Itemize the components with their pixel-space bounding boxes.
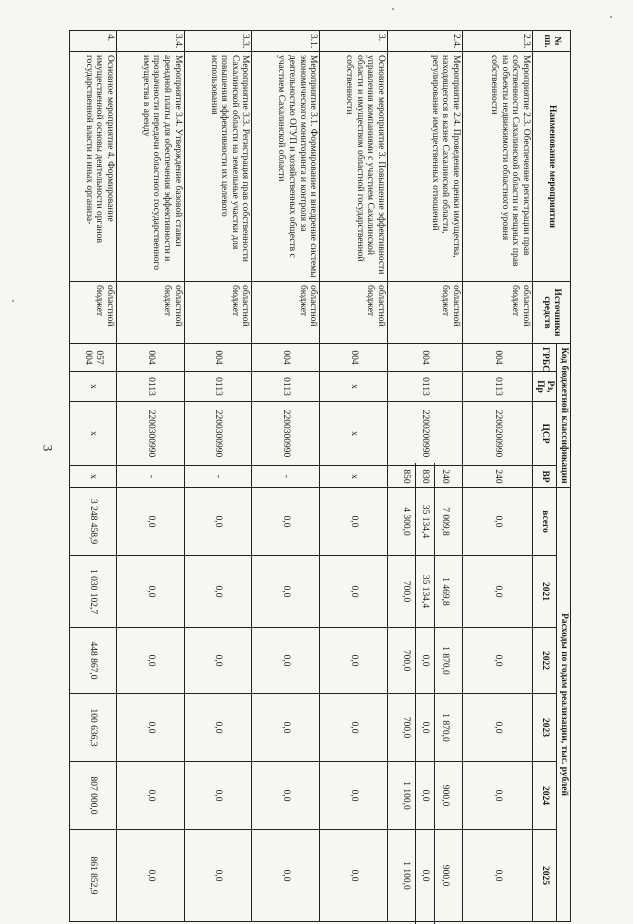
value-2025: 861 852,9 bbox=[70, 830, 117, 922]
value-2023: 0,0 bbox=[184, 694, 252, 762]
total-value: 0,0 bbox=[462, 488, 532, 556]
page-number: 3 bbox=[40, 444, 56, 452]
vr-code: - bbox=[252, 466, 320, 488]
value-2025: 900,0 bbox=[439, 864, 450, 887]
value-2025: 0,0 bbox=[184, 830, 252, 922]
value-2022-stack bbox=[388, 628, 463, 694]
total-value: 0,0 bbox=[184, 488, 252, 556]
value-2024-stack bbox=[388, 762, 463, 830]
rzpr-code: х bbox=[320, 372, 388, 402]
rzpr-code: 0113 bbox=[116, 372, 184, 402]
value-2022: 0,0 bbox=[320, 628, 388, 694]
value-2024: 0,0 bbox=[416, 759, 436, 832]
vr-code: х bbox=[70, 466, 117, 488]
rzpr-code: 0113 bbox=[252, 372, 320, 402]
value-2023: 1 870,0 bbox=[439, 713, 450, 742]
scan-speck bbox=[12, 300, 14, 302]
rzpr-code: 0113 bbox=[388, 372, 463, 402]
total-stack bbox=[388, 488, 463, 556]
funding-source: областной бюджет bbox=[388, 282, 463, 344]
value-2023: 100 636,3 bbox=[70, 694, 117, 762]
col-expenses-header: Расходы по годам реализации, тыс. рублей bbox=[557, 488, 571, 922]
total-value: 0,0 bbox=[320, 488, 388, 556]
col-grbs-header: ГРБС bbox=[533, 344, 557, 372]
table-row bbox=[116, 31, 184, 922]
value-2021: 0,0 bbox=[462, 556, 532, 628]
value-2025: 1 100,0 bbox=[396, 827, 416, 924]
funding-source: областной бюджет bbox=[70, 282, 117, 344]
value-2021: 0,0 bbox=[116, 556, 184, 628]
col-2024-header: 2024 bbox=[533, 762, 557, 830]
value-2022: 700,0 bbox=[396, 625, 416, 696]
total-value: 7 009,8 bbox=[439, 507, 450, 536]
col-no-header: № пп. bbox=[533, 31, 571, 52]
grbs-code: 057 004 bbox=[70, 344, 117, 372]
total-value: 35 134,4 bbox=[416, 485, 436, 558]
col-2023-header: 2023 bbox=[533, 694, 557, 762]
vr-code: - bbox=[184, 466, 252, 488]
value-2024: 900,0 bbox=[439, 784, 450, 807]
value-2022: 0,0 bbox=[416, 625, 436, 696]
header-row-1 bbox=[557, 31, 571, 922]
vr-code: 850 bbox=[396, 463, 416, 490]
row-number: 3.3. bbox=[184, 31, 252, 52]
col-2025-header: 2025 bbox=[533, 830, 557, 922]
csr-code: 2200200990 bbox=[462, 402, 532, 466]
grbs-code: 004 bbox=[116, 344, 184, 372]
vr-code: 830 bbox=[416, 463, 436, 490]
funding-source: областной бюджет bbox=[462, 282, 532, 344]
rzpr-code: 0113 bbox=[184, 372, 252, 402]
value-2022: 0,0 bbox=[184, 628, 252, 694]
grbs-code: 004 bbox=[388, 344, 463, 372]
value-2025: 0,0 bbox=[252, 830, 320, 922]
value-2025-stack bbox=[388, 830, 463, 922]
total-value: 3 248 458,9 bbox=[70, 488, 117, 556]
value-2021: 0,0 bbox=[320, 556, 388, 628]
col-2021-header: 2021 bbox=[533, 556, 557, 628]
col-total-header: всего bbox=[533, 488, 557, 556]
total-value: 4 300,0 bbox=[396, 485, 416, 558]
col-budget-code-header: Код бюджетной классификации bbox=[557, 344, 571, 488]
vr-code: х bbox=[320, 466, 388, 488]
col-source-header: Источники средств bbox=[533, 282, 571, 344]
measure-name: Мероприятие 3.1. Формирование и внедрение системы экономического мониторинга и контроля за деятельностью ОГУП и хозяйственных обществ с участием Сахалинской области bbox=[252, 52, 320, 282]
csr-code: х bbox=[70, 402, 117, 466]
table-row bbox=[184, 31, 252, 922]
funding-source: областной бюджет bbox=[320, 282, 388, 344]
value-2021: 0,0 bbox=[252, 556, 320, 628]
measure-name: Основное мероприятие 4. Формирование имущественной основы деятельности органов государственной власти и иных организа- bbox=[70, 52, 117, 282]
value-2024: 807 000,0 bbox=[70, 762, 117, 830]
value-2021: 35 134,4 bbox=[416, 553, 436, 630]
row-number: 3.1. bbox=[252, 31, 320, 52]
value-2024: 1 100,0 bbox=[396, 759, 416, 832]
funding-source: областной бюджет bbox=[252, 282, 320, 344]
value-2022: 0,0 bbox=[252, 628, 320, 694]
row-number: 2.3. bbox=[462, 31, 532, 52]
table-row bbox=[388, 31, 463, 922]
value-2023: 0,0 bbox=[462, 694, 532, 762]
vr-code: - bbox=[116, 466, 184, 488]
value-2021-stack bbox=[388, 556, 463, 628]
value-2025: 0,0 bbox=[416, 827, 436, 924]
col-rzpr-header: Рз, Пр bbox=[533, 372, 557, 402]
csr-code: 2200300990 bbox=[184, 402, 252, 466]
value-2024: 0,0 bbox=[462, 762, 532, 830]
value-2022: 448 867,0 bbox=[70, 628, 117, 694]
table-row bbox=[70, 31, 117, 922]
value-2023: 0,0 bbox=[320, 694, 388, 762]
measure-name: Мероприятие 3.4. Утверждение базовой ставки арендной платы для обеспечения эффективности и прозрачности передачи областного государственного имущества в аренду bbox=[116, 52, 184, 282]
row-number: 4. bbox=[70, 31, 117, 52]
row-number: 2.4. bbox=[388, 31, 463, 52]
scan-speck bbox=[392, 8, 394, 10]
value-2024: 0,0 bbox=[252, 762, 320, 830]
value-2025: 0,0 bbox=[116, 830, 184, 922]
scan-speck bbox=[610, 16, 612, 18]
value-2023: 0,0 bbox=[116, 694, 184, 762]
csr-code: 2200300990 bbox=[252, 402, 320, 466]
grbs-code: 004 bbox=[184, 344, 252, 372]
rzpr-code: 0113 bbox=[462, 372, 532, 402]
rotated-table-container bbox=[69, 30, 571, 901]
total-value: 0,0 bbox=[252, 488, 320, 556]
value-2022: 0,0 bbox=[462, 628, 532, 694]
value-2024: 0,0 bbox=[116, 762, 184, 830]
grbs-code: 004 bbox=[320, 344, 388, 372]
value-2021: 700,0 bbox=[396, 553, 416, 630]
vr-code: 240 bbox=[462, 466, 532, 488]
value-2021: 0,0 bbox=[184, 556, 252, 628]
csr-code: 2200200990 bbox=[388, 402, 463, 466]
value-2022: 1 870,0 bbox=[439, 646, 450, 675]
row-number: 3.4. bbox=[116, 31, 184, 52]
value-2021: 1 030 102,7 bbox=[70, 556, 117, 628]
measure-name: Основное мероприятие 3. Повышение эффективности управления компаниями с участием Сахалинской области и имуществом областной государственной собственности bbox=[320, 52, 388, 282]
csr-code: 2200300990 bbox=[116, 402, 184, 466]
value-2023: 0,0 bbox=[252, 694, 320, 762]
value-2024: 0,0 bbox=[320, 762, 388, 830]
total-value: 0,0 bbox=[116, 488, 184, 556]
value-2024: 0,0 bbox=[184, 762, 252, 830]
col-vr-header: ВР bbox=[533, 466, 557, 488]
grbs-code: 004 bbox=[252, 344, 320, 372]
value-2022: 0,0 bbox=[116, 628, 184, 694]
measure-name: Мероприятие 2.4. Проведение оценки имущества, находящегося в казне Сахалинской области, регулирование имущественных отношений bbox=[388, 52, 463, 282]
vr-code: 240 bbox=[439, 469, 450, 484]
value-2023-stack bbox=[388, 694, 463, 762]
rzpr-code: х bbox=[70, 372, 117, 402]
table-row bbox=[252, 31, 320, 922]
table-row bbox=[462, 31, 532, 922]
csr-code: х bbox=[320, 402, 388, 466]
grbs-code: 004 bbox=[462, 344, 532, 372]
value-2025: 0,0 bbox=[320, 830, 388, 922]
budget-table bbox=[69, 30, 571, 922]
value-2025: 0,0 bbox=[462, 830, 532, 922]
table-row bbox=[320, 31, 388, 922]
col-name-header: Наименование мероприятия bbox=[533, 52, 571, 282]
value-2023: 700,0 bbox=[396, 691, 416, 764]
value-2021: 1 469,8 bbox=[439, 577, 450, 606]
funding-source: областной бюджет bbox=[184, 282, 252, 344]
funding-source: областной бюджет bbox=[116, 282, 184, 344]
row-number: 3. bbox=[320, 31, 388, 52]
measure-name: Мероприятие 3.3. Регистрация прав собственности Сахалинской области на земельные участки для повышения эффективности их целевого использования bbox=[184, 52, 252, 282]
col-csr-header: ЦСР bbox=[533, 402, 557, 466]
measure-name: Мероприятие 2.3. Обеспечение регистрации прав собственности Сахалинской области и вещных прав на объекты недвижимости областного уровня собственности bbox=[462, 52, 532, 282]
value-2023: 0,0 bbox=[416, 691, 436, 764]
col-2022-header: 2022 bbox=[533, 628, 557, 694]
